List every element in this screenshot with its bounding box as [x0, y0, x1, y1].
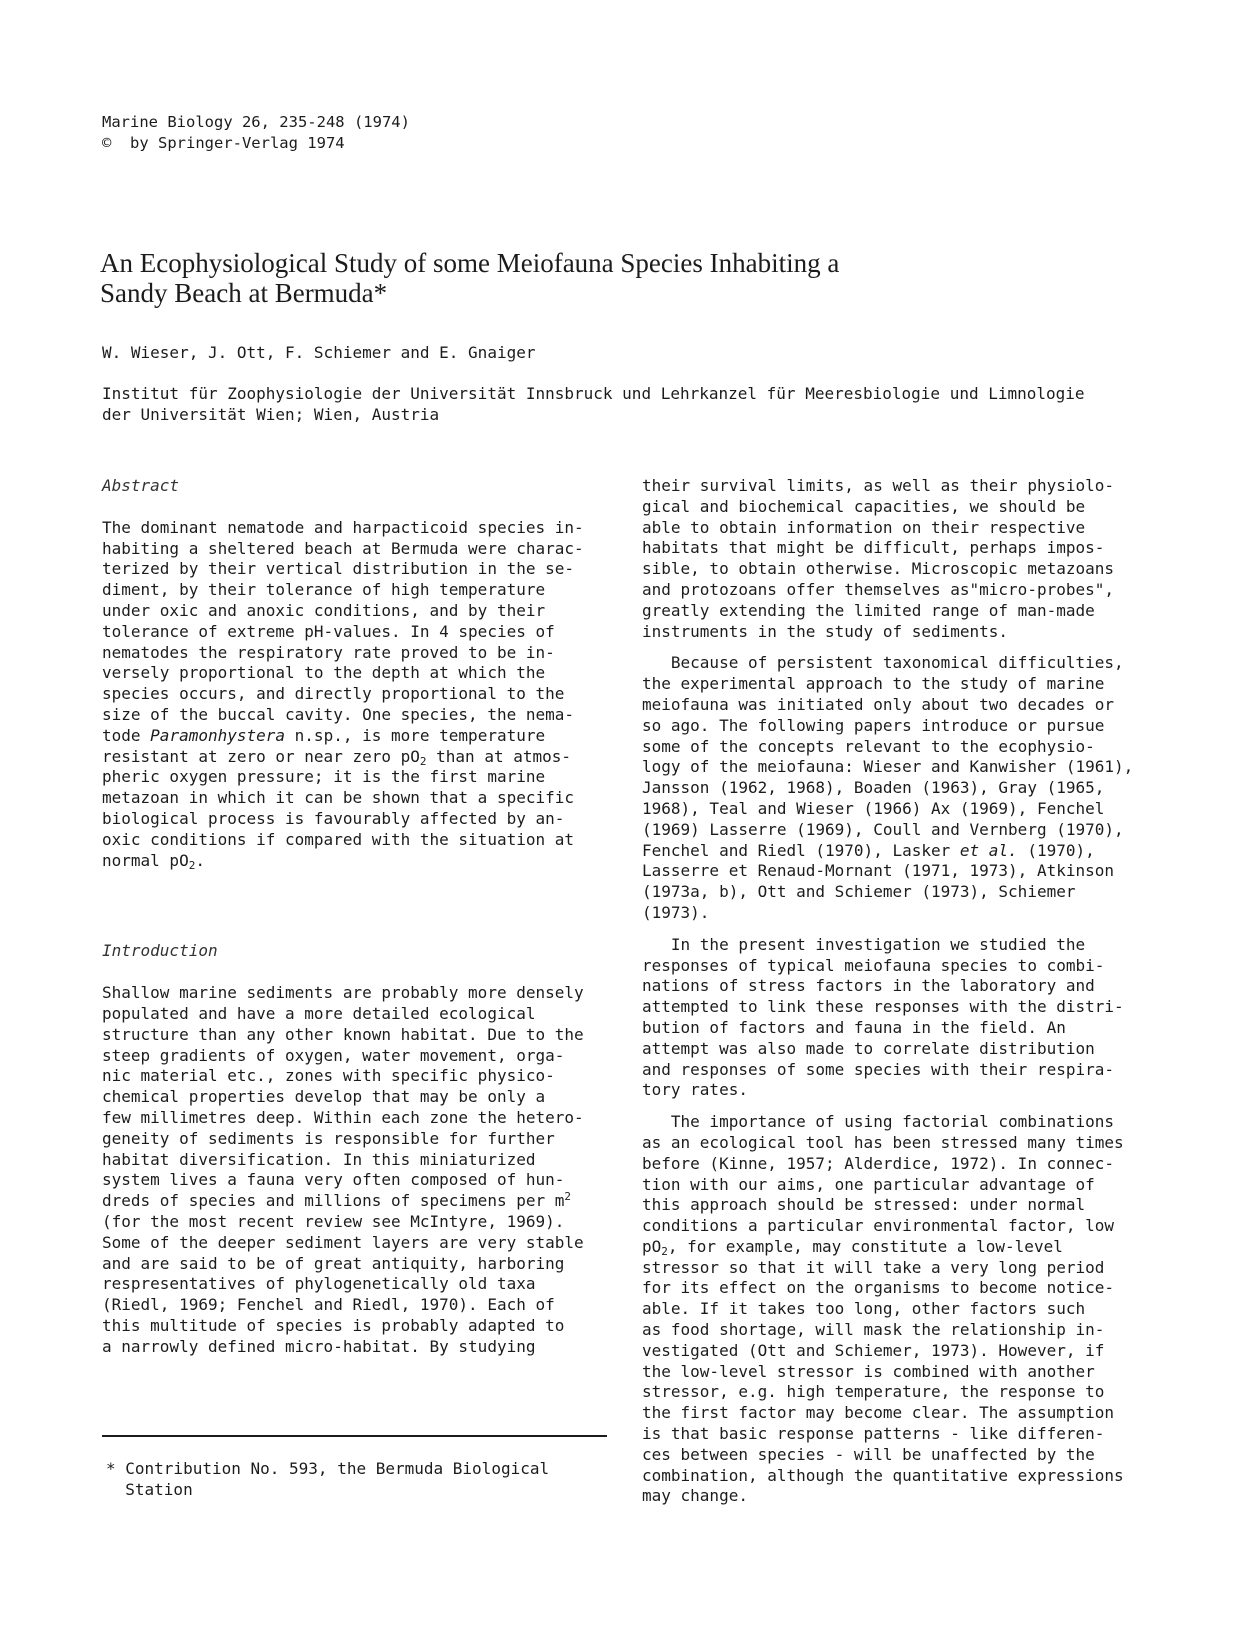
body-line: stressor, e.g. high temperature, the response to	[642, 1382, 1105, 1402]
body-line: (1969) Lasserre (1969), Coull and Vernberg (1970),	[642, 819, 1124, 839]
body-line: vestigated (Ott and Schiemer, 1973). However, if	[642, 1340, 1105, 1360]
intro-line: this multitude of species is probably adapted to	[102, 1315, 565, 1335]
body-line: tory rates.	[642, 1080, 748, 1100]
body-line: able to obtain information on their respective	[642, 517, 1086, 537]
text-run: pO	[642, 1236, 662, 1256]
subscript: 2	[419, 754, 427, 768]
text-run: , for example, may constitute a low-level	[667, 1236, 1063, 1256]
abstract-line: size of the buccal cavity. One species, the nema-	[102, 704, 575, 724]
intro-line: a narrowly defined micro-habitat. By studying	[102, 1336, 536, 1356]
body-line: and responses of some species with their respira-	[642, 1059, 1115, 1079]
abstract-line: biological process is favourably affected by an-	[102, 808, 565, 828]
intro-line: chemical properties develop that may be only a	[102, 1087, 546, 1107]
italic-et-al: et al.	[959, 840, 1018, 860]
body-line: is that basic response patterns - like differen-	[642, 1424, 1105, 1444]
body-line: Lasserre et Renaud-Mornant (1971, 1973), Atkinson	[642, 861, 1115, 881]
paragraph-present-investigation	[642, 935, 1162, 1101]
abstract-heading: Abstract	[102, 476, 180, 495]
abstract-line: metazoan in which it can be shown that a specific	[102, 788, 575, 808]
body-line: Jansson (1962, 1968), Boaden (1963), Gray (1965,	[642, 778, 1105, 798]
body-line: (1973a, b), Ott and Schiemer (1973), Schiemer	[642, 882, 1076, 902]
body-line: the low-level stressor is combined with another	[642, 1361, 1095, 1381]
footnote-line-1: * Contribution No. 593, the Bermuda Biological	[106, 1459, 550, 1478]
affiliation-line-1: Institut für Zoophysiologie der Universität Innsbruck und Lehrkanzel für Meeresbiologie und Limnologie	[102, 384, 1085, 403]
paragraph-taxonomical	[642, 653, 1162, 923]
abstract-line: versely proportional to the depth at which the	[102, 663, 546, 683]
body-line: attempt was also made to correlate distribution	[642, 1038, 1095, 1058]
intro-line: geneity of sediments is responsible for further	[102, 1128, 555, 1148]
footnote-rule	[102, 1435, 607, 1437]
body-line: their survival limits, as well as their physiolo-	[642, 476, 1115, 495]
text-run: Fenchel and Riedl (1970), Lasker	[642, 840, 960, 860]
intro-line: (for the most recent review see McIntyre, 1969).	[102, 1211, 565, 1231]
footnote-line-2: Station	[106, 1480, 193, 1499]
body-line: for its effect on the organisms to become notice-	[642, 1278, 1115, 1298]
journal-citation: Marine Biology 26, 235-248 (1974)	[102, 113, 410, 131]
body-line: able. If it takes too long, other factors such	[642, 1299, 1086, 1319]
intro-line: system lives a fauna very often composed of hun-	[102, 1170, 565, 1190]
intro-line: Shallow marine sediments are probably more densely	[102, 983, 584, 1003]
intro-line: and are said to be of great antiquity, harboring	[102, 1253, 565, 1273]
subscript: 2	[188, 858, 196, 872]
abstract-line: tolerance of extreme pH-values. In 4 species of	[102, 621, 555, 641]
title-line-2: Sandy Beach at Bermuda*	[100, 278, 388, 308]
body-line: The importance of using factorial combinations	[642, 1112, 1115, 1132]
intro-line: steep gradients of oxygen, water movement, orga-	[102, 1045, 565, 1065]
body-line: ces between species - will be unaffected by the	[642, 1444, 1095, 1464]
body-line: In the present investigation we studied the	[642, 934, 1086, 954]
intro-line	[102, 1191, 617, 1212]
body-line: nations of stress factors in the laboratory and	[642, 976, 1095, 996]
text-run: dreds of species and millions of specimens per m	[102, 1191, 565, 1211]
intro-line: Some of the deeper sediment layers are very stable	[102, 1232, 584, 1252]
body-line: this approach should be stressed: under normal	[642, 1195, 1086, 1215]
body-line: combination, although the quantitative expressions	[642, 1465, 1124, 1485]
body-line: greatly extending the limited range of man-made	[642, 600, 1095, 620]
abstract-line: The dominant nematode and harpacticoid species in-	[102, 517, 584, 537]
paragraph-survival-limits	[642, 476, 1162, 642]
text-run: tode	[102, 725, 151, 745]
body-line: as food shortage, will mask the relationship in-	[642, 1320, 1105, 1340]
text-run: n.sp., is more temperature	[285, 725, 546, 745]
body-line: responses of typical meiofauna species to combi-	[642, 955, 1105, 975]
body-line: conditions a particular environmental factor, low	[642, 1216, 1115, 1236]
body-line: Because of persistent taxonomical difficulties,	[642, 653, 1124, 673]
title-line-1: An Ecophysiological Study of some Meiofauna Species Inhabiting a	[100, 248, 840, 278]
footnote	[106, 1458, 616, 1500]
body-line: may change.	[642, 1486, 748, 1506]
intro-line: respresentatives of phylogenetically old taxa	[102, 1274, 536, 1294]
intro-line: few millimetres deep. Within each zone the hetero-	[102, 1107, 584, 1127]
body-line: sible, to obtain otherwise. Microscopic metazoans	[642, 559, 1115, 579]
body-line	[642, 841, 1162, 862]
intro-line: nic material etc., zones with specific physico-	[102, 1066, 555, 1086]
abstract-line	[102, 851, 617, 872]
body-line: the first factor may become clear. The assumption	[642, 1403, 1115, 1423]
abstract-line: nematodes the respiratory rate proved to be in-	[102, 642, 555, 662]
abstract-line: pheric oxygen pressure; it is the first marine	[102, 767, 546, 787]
introduction-heading: Introduction	[102, 941, 218, 961]
text-run: (1970),	[1017, 840, 1095, 860]
body-line: tion with our aims, one particular advantage of	[642, 1174, 1095, 1194]
intro-line: (Riedl, 1969; Fenchel and Riedl, 1970). Each of	[102, 1295, 555, 1315]
left-column	[102, 476, 617, 1357]
journal-header	[102, 112, 410, 154]
subscript: 2	[661, 1244, 668, 1258]
text-run: resistant at zero or near zero pO	[102, 746, 420, 766]
authors: W. Wieser, J. Ott, F. Schiemer and E. Gnaiger	[102, 343, 536, 362]
affiliation	[102, 383, 1182, 425]
abstract-line	[102, 726, 617, 747]
abstract-line: species occurs, and directly proportional to the	[102, 684, 565, 704]
article-title	[100, 248, 1000, 308]
body-line: meiofauna was initiated only about two decades or	[642, 694, 1115, 714]
body-line: logy of the meiofauna: Wieser and Kanwisher (1961),	[642, 757, 1134, 777]
text-run: than at atmos-	[426, 746, 572, 766]
body-line: habitats that might be difficult, perhaps impos-	[642, 538, 1105, 558]
abstract-line: diment, by their tolerance of high temperature	[102, 580, 546, 600]
body-line: 1968), Teal and Wieser (1966) Ax (1969), Fenchel	[642, 798, 1105, 818]
body-line: before (Kinne, 1957; Alderdice, 1972). In connec-	[642, 1153, 1115, 1173]
right-column	[642, 476, 1162, 1507]
superscript: 2	[564, 1190, 571, 1204]
introduction-body	[102, 983, 617, 1357]
text-run: .	[195, 850, 205, 870]
intro-line: populated and have a more detailed ecological	[102, 1003, 536, 1023]
abstract-line: oxic conditions if compared with the situation at	[102, 829, 575, 849]
affiliation-line-2: der Universität Wien; Wien, Austria	[102, 405, 440, 424]
body-line: and protozoans offer themselves as"micro-probes",	[642, 579, 1115, 599]
intro-line: structure than any other known habitat. Due to the	[102, 1024, 584, 1044]
body-line: (1973).	[642, 902, 710, 922]
abstract-line: habiting a sheltered beach at Bermuda were charac-	[102, 538, 584, 558]
abstract-body	[102, 518, 617, 872]
text-run: normal pO	[102, 850, 189, 870]
species-name: Paramonhystera	[150, 725, 286, 745]
body-line: some of the concepts relevant to the ecophysio-	[642, 736, 1095, 756]
body-line: so ago. The following papers introduce or pursue	[642, 715, 1105, 735]
abstract-line	[102, 747, 617, 768]
body-line: stressor so that it will take a very long period	[642, 1257, 1105, 1277]
body-line: bution of factors and fauna in the field. An	[642, 1017, 1066, 1037]
body-line: instruments in the study of sediments.	[642, 621, 1009, 641]
abstract-line: terized by their vertical distribution in the se-	[102, 559, 575, 579]
paragraph-factorial	[642, 1112, 1162, 1507]
intro-line: habitat diversification. In this miniaturized	[102, 1149, 536, 1169]
body-line: attempted to link these responses with the distri-	[642, 997, 1124, 1017]
body-line: as an ecological tool has been stressed many times	[642, 1132, 1124, 1152]
copyright-line: © by Springer-Verlag 1974	[102, 134, 345, 152]
body-line	[642, 1237, 1162, 1258]
body-line: the experimental approach to the study of marine	[642, 674, 1105, 694]
body-line: gical and biochemical capacities, we should be	[642, 496, 1086, 516]
abstract-line: under oxic and anoxic conditions, and by their	[102, 600, 546, 620]
